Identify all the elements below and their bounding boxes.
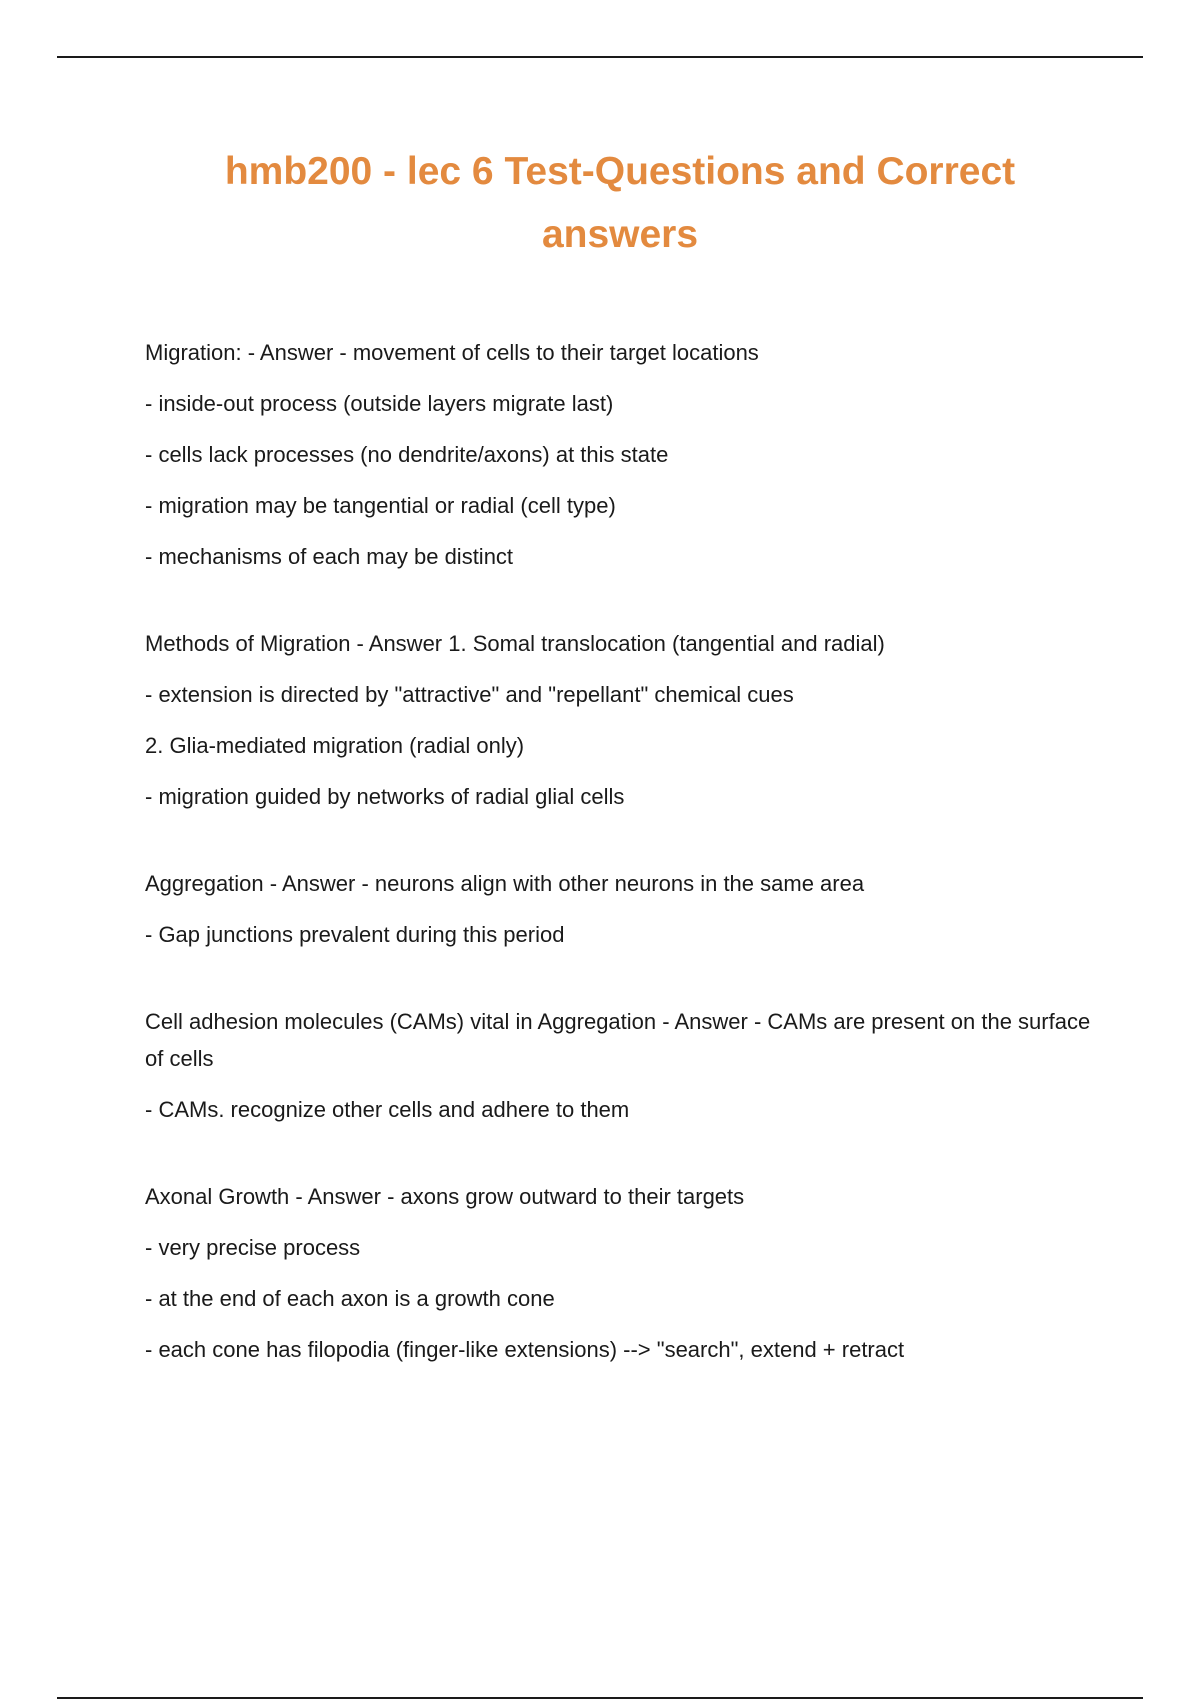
- answer-detail-line: - cells lack processes (no dendrite/axons) at this state: [145, 442, 669, 467]
- question-answer-line: Methods of Migration - Answer 1. Somal translocation (tangential and radial): [145, 631, 885, 656]
- qa-entry-methods-of-migration: [145, 625, 1105, 815]
- page-title: hmb200 - lec 6 Test-Questions and Correct answers: [224, 150, 1016, 256]
- question-answer-line: Cell adhesion molecules (CAMs) vital in Aggregation - Answer - CAMs are present on the surface of cells: [145, 1009, 1091, 1071]
- qa-entry-migration: [145, 334, 1105, 575]
- answer-detail-line: - inside-out process (outside layers migrate last): [145, 391, 614, 416]
- answer-detail-line: - migration guided by networks of radial glial cells: [145, 784, 625, 809]
- answer-detail-line: - mechanisms of each may be distinct: [145, 544, 514, 569]
- bottom-rule: [57, 1697, 1143, 1699]
- answer-detail-line: - Gap junctions prevalent during this period: [145, 922, 565, 947]
- answer-detail-line: - at the end of each axon is a growth cone: [145, 1286, 555, 1311]
- question-answer-line: Axonal Growth - Answer - axons grow outward to their targets: [145, 1184, 745, 1209]
- answer-detail-line: - CAMs. recognize other cells and adhere to them: [145, 1097, 630, 1122]
- answer-detail-line: 2. Glia-mediated migration (radial only): [145, 733, 525, 758]
- answer-detail-line: - each cone has filopodia (finger-like extensions) --> "search", extend + retract: [145, 1337, 905, 1362]
- qa-entry-aggregation: [145, 865, 1105, 953]
- answer-detail-line: - very precise process: [145, 1235, 361, 1260]
- top-rule: [57, 56, 1143, 58]
- answer-detail-line: - migration may be tangential or radial (cell type): [145, 493, 616, 518]
- question-answer-line: Aggregation - Answer - neurons align with other neurons in the same area: [145, 871, 865, 896]
- answer-detail-line: - extension is directed by "attractive" and "repellant" chemical cues: [145, 682, 794, 707]
- qa-entry-cell-adhesion-molecules: [145, 1003, 1105, 1128]
- question-answer-line: Migration: - Answer - movement of cells to their target locations: [145, 340, 759, 365]
- qa-entry-axonal-growth: [145, 1178, 1105, 1368]
- document-body: [145, 334, 1105, 1368]
